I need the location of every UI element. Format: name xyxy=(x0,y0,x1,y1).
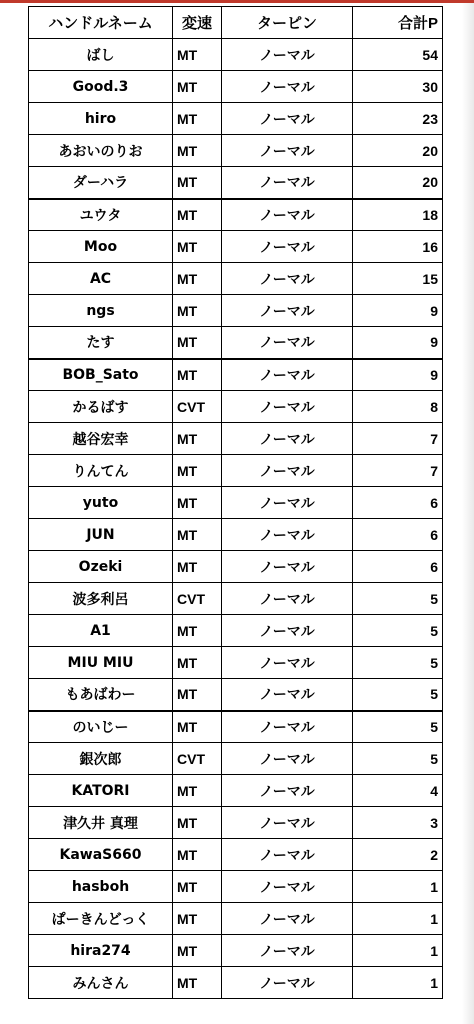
table-row xyxy=(29,743,443,775)
table-row xyxy=(29,39,443,71)
turbo-cell: ノーマル xyxy=(222,743,353,775)
player-name: hasboh xyxy=(29,871,173,903)
turbo-cell: ノーマル xyxy=(222,615,353,647)
turbo-cell: ノーマル xyxy=(222,391,353,423)
ranking-table xyxy=(28,6,443,999)
turbo-cell: ノーマル xyxy=(222,711,353,743)
turbo-cell: ノーマル xyxy=(222,39,353,71)
player-name: 津久井 真理 xyxy=(29,807,173,839)
turbo-cell: ノーマル xyxy=(222,903,353,935)
transmission-cell: MT xyxy=(173,327,222,359)
player-name: ダーハラ xyxy=(29,167,173,199)
turbo-cell: ノーマル xyxy=(222,839,353,871)
turbo-cell: ノーマル xyxy=(222,423,353,455)
points-cell: 9 xyxy=(353,359,443,391)
header-turbo: ターピン xyxy=(222,7,353,39)
player-name: もあばわー xyxy=(29,679,173,711)
table-row xyxy=(29,551,443,583)
points-cell: 5 xyxy=(353,711,443,743)
transmission-cell: MT xyxy=(173,647,222,679)
table-row xyxy=(29,487,443,519)
table-body xyxy=(29,39,443,999)
points-cell: 8 xyxy=(353,391,443,423)
points-cell: 54 xyxy=(353,39,443,71)
turbo-cell: ノーマル xyxy=(222,487,353,519)
points-cell: 20 xyxy=(353,167,443,199)
points-cell: 16 xyxy=(353,231,443,263)
table-row xyxy=(29,519,443,551)
transmission-cell: MT xyxy=(173,167,222,199)
transmission-cell: MT xyxy=(173,295,222,327)
table-row xyxy=(29,71,443,103)
points-cell: 6 xyxy=(353,551,443,583)
table-row xyxy=(29,967,443,999)
points-cell: 5 xyxy=(353,647,443,679)
table-row xyxy=(29,711,443,743)
player-name: ngs xyxy=(29,295,173,327)
table-row xyxy=(29,167,443,199)
points-cell: 2 xyxy=(353,839,443,871)
turbo-cell: ノーマル xyxy=(222,231,353,263)
header-transmission: 変速 xyxy=(173,7,222,39)
table-row xyxy=(29,231,443,263)
points-cell: 1 xyxy=(353,967,443,999)
turbo-cell: ノーマル xyxy=(222,807,353,839)
transmission-cell: MT xyxy=(173,519,222,551)
turbo-cell: ノーマル xyxy=(222,455,353,487)
transmission-cell: MT xyxy=(173,263,222,295)
table-row xyxy=(29,807,443,839)
scroll-shadow xyxy=(462,3,474,1024)
transmission-cell: MT xyxy=(173,967,222,999)
player-name: KawaS660 xyxy=(29,839,173,871)
player-name: KATORI xyxy=(29,775,173,807)
table-row xyxy=(29,199,443,231)
player-name: ユウタ xyxy=(29,199,173,231)
table-row xyxy=(29,263,443,295)
transmission-cell: MT xyxy=(173,935,222,967)
points-cell: 6 xyxy=(353,519,443,551)
table-row xyxy=(29,679,443,711)
player-name: 越谷宏幸 xyxy=(29,423,173,455)
table-row xyxy=(29,455,443,487)
turbo-cell: ノーマル xyxy=(222,679,353,711)
table-row xyxy=(29,135,443,167)
transmission-cell: MT xyxy=(173,455,222,487)
player-name: BOB_Sato xyxy=(29,359,173,391)
transmission-cell: MT xyxy=(173,775,222,807)
turbo-cell: ノーマル xyxy=(222,103,353,135)
turbo-cell: ノーマル xyxy=(222,551,353,583)
table-row xyxy=(29,647,443,679)
table-row xyxy=(29,103,443,135)
points-cell: 9 xyxy=(353,295,443,327)
transmission-cell: MT xyxy=(173,71,222,103)
table-row xyxy=(29,615,443,647)
transmission-cell: MT xyxy=(173,103,222,135)
player-name: あおいのりお xyxy=(29,135,173,167)
transmission-cell: MT xyxy=(173,359,222,391)
player-name: Ozeki xyxy=(29,551,173,583)
table-row xyxy=(29,839,443,871)
points-cell: 23 xyxy=(353,103,443,135)
transmission-cell: MT xyxy=(173,711,222,743)
table-row xyxy=(29,391,443,423)
transmission-cell: MT xyxy=(173,423,222,455)
points-cell: 20 xyxy=(353,135,443,167)
table-row xyxy=(29,423,443,455)
turbo-cell: ノーマル xyxy=(222,135,353,167)
header-row xyxy=(29,7,443,39)
transmission-cell: CVT xyxy=(173,743,222,775)
turbo-cell: ノーマル xyxy=(222,295,353,327)
transmission-cell: MT xyxy=(173,679,222,711)
transmission-cell: CVT xyxy=(173,391,222,423)
table-row xyxy=(29,359,443,391)
turbo-cell: ノーマル xyxy=(222,167,353,199)
player-name: hiro xyxy=(29,103,173,135)
transmission-cell: MT xyxy=(173,39,222,71)
points-cell: 1 xyxy=(353,871,443,903)
transmission-cell: MT xyxy=(173,615,222,647)
player-name: hira274 xyxy=(29,935,173,967)
transmission-cell: MT xyxy=(173,551,222,583)
table-row xyxy=(29,583,443,615)
header-points: 合計P xyxy=(353,7,443,39)
transmission-cell: MT xyxy=(173,199,222,231)
table-row xyxy=(29,775,443,807)
player-name: Good.3 xyxy=(29,71,173,103)
turbo-cell: ノーマル xyxy=(222,359,353,391)
transmission-cell: MT xyxy=(173,807,222,839)
player-name: みんさん xyxy=(29,967,173,999)
transmission-cell: MT xyxy=(173,231,222,263)
points-cell: 7 xyxy=(353,423,443,455)
table-row xyxy=(29,935,443,967)
player-name: AC xyxy=(29,263,173,295)
table-row xyxy=(29,295,443,327)
points-cell: 5 xyxy=(353,743,443,775)
points-cell: 4 xyxy=(353,775,443,807)
turbo-cell: ノーマル xyxy=(222,519,353,551)
table-row xyxy=(29,327,443,359)
turbo-cell: ノーマル xyxy=(222,871,353,903)
player-name: ばし xyxy=(29,39,173,71)
player-name: JUN xyxy=(29,519,173,551)
turbo-cell: ノーマル xyxy=(222,263,353,295)
turbo-cell: ノーマル xyxy=(222,71,353,103)
points-cell: 5 xyxy=(353,679,443,711)
points-cell: 18 xyxy=(353,199,443,231)
points-cell: 1 xyxy=(353,903,443,935)
player-name: MIU MIU xyxy=(29,647,173,679)
turbo-cell: ノーマル xyxy=(222,327,353,359)
turbo-cell: ノーマル xyxy=(222,583,353,615)
transmission-cell: MT xyxy=(173,135,222,167)
points-cell: 15 xyxy=(353,263,443,295)
points-cell: 7 xyxy=(353,455,443,487)
transmission-cell: MT xyxy=(173,903,222,935)
player-name: Moo xyxy=(29,231,173,263)
turbo-cell: ノーマル xyxy=(222,199,353,231)
player-name: A1 xyxy=(29,615,173,647)
player-name: ぱーきんどっく xyxy=(29,903,173,935)
top-accent-line xyxy=(0,0,474,3)
transmission-cell: MT xyxy=(173,487,222,519)
transmission-cell: MT xyxy=(173,871,222,903)
player-name: りんてん xyxy=(29,455,173,487)
header-name: ハンドルネーム xyxy=(29,7,173,39)
turbo-cell: ノーマル xyxy=(222,647,353,679)
player-name: 波多利呂 xyxy=(29,583,173,615)
turbo-cell: ノーマル xyxy=(222,775,353,807)
player-name: かるばす xyxy=(29,391,173,423)
player-name: たす xyxy=(29,327,173,359)
player-name: 銀次郎 xyxy=(29,743,173,775)
player-name: のいじー xyxy=(29,711,173,743)
table-row xyxy=(29,871,443,903)
turbo-cell: ノーマル xyxy=(222,967,353,999)
table-row xyxy=(29,903,443,935)
points-cell: 5 xyxy=(353,615,443,647)
points-cell: 5 xyxy=(353,583,443,615)
transmission-cell: MT xyxy=(173,839,222,871)
transmission-cell: CVT xyxy=(173,583,222,615)
player-name: yuto xyxy=(29,487,173,519)
points-cell: 30 xyxy=(353,71,443,103)
turbo-cell: ノーマル xyxy=(222,935,353,967)
points-cell: 1 xyxy=(353,935,443,967)
points-cell: 9 xyxy=(353,327,443,359)
points-cell: 3 xyxy=(353,807,443,839)
points-cell: 6 xyxy=(353,487,443,519)
